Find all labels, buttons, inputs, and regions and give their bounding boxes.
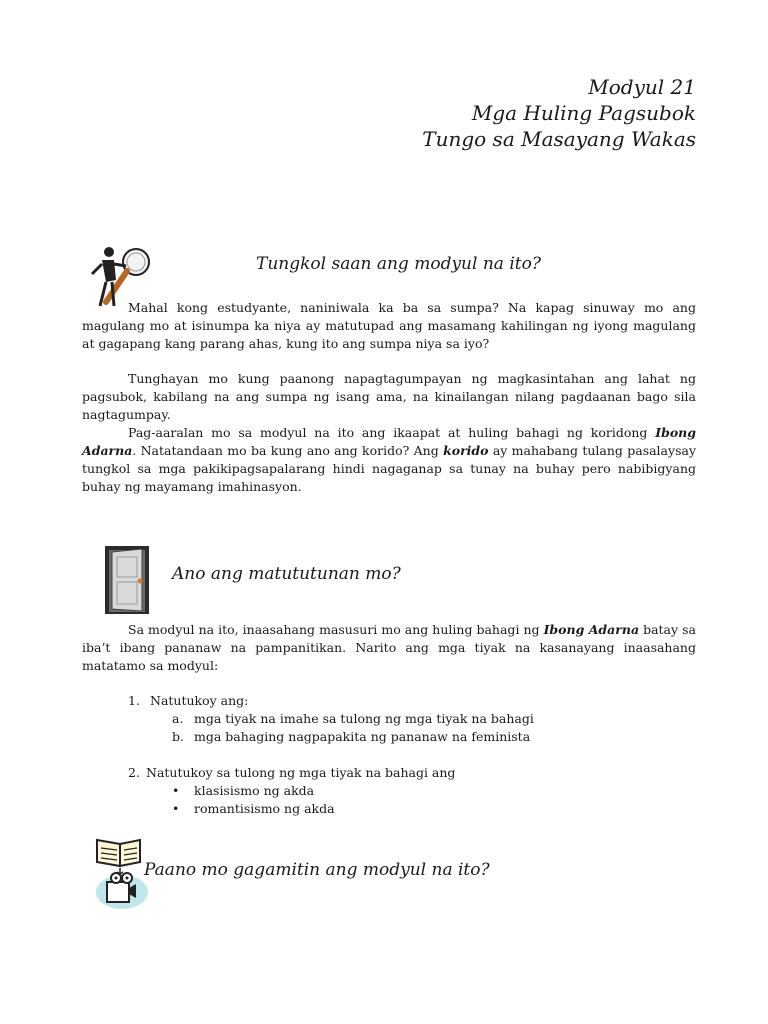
item-number: 1. — [128, 693, 140, 708]
learn-p1-text-c: batay sa iba’t ibang pananaw na pampanitikan. Narito ang mga tiyak na kasanayang inaasahang matatamo sa modyul: — [82, 622, 696, 673]
korido-term: korido — [443, 443, 489, 458]
learn-p1-text-a: Sa modyul na ito, inaasahang masusuri mo ang huling bahagi ng — [128, 622, 544, 637]
about-p3-text-a: Pag-aaralan mo sa modyul na ito ang ikaapat at huling bahagi ng koridong — [128, 425, 656, 440]
ibong-adarna-title-2: Ibong Adarna — [543, 622, 640, 637]
list-item — [128, 764, 548, 782]
objective-sublist-1 — [172, 710, 552, 746]
sub-text: mga bahaging nagpapakita ng pananaw na feminista — [194, 729, 531, 744]
objective-bullets-2 — [172, 782, 552, 818]
sub-letter: b. — [172, 729, 184, 744]
about-p1-text: Mahal kong estudyante, naniniwala ka ba sa sumpa? Na kapag sinuway mo ang magulang mo at isinumpa ka niya ay matutupad ang masamang kahilingan ng iyong magulang at gagapang kang parang ahas, kung ito ang sumpa niya sa iyo? — [82, 300, 696, 351]
module-title — [422, 74, 696, 152]
list-item — [172, 782, 552, 800]
item-text: Natutukoy sa tulong ng mga tiyak na bahagi ang — [146, 765, 456, 780]
about-p2-text: Tunghayan mo kung paanong napagtagumpayan ng magkasintahan ang lahat ng pagsubok, kabilang na ang sumpa ng isang ama, na kinailangan nilang pagdaanan bago sila nagtagumpay. — [82, 371, 696, 422]
about-paragraph-1 — [82, 299, 696, 353]
bullet-text: klasisismo ng akda — [194, 783, 315, 798]
list-item — [172, 710, 552, 728]
section-heading-about: Tungkol saan ang modyul na ito? — [256, 254, 541, 274]
list-item — [128, 692, 548, 710]
bullet-text: romantisismo ng akda — [194, 801, 335, 816]
section-heading-learn: Ano ang matututunan mo? — [172, 564, 401, 584]
about-paragraph-3 — [82, 424, 696, 496]
list-item — [172, 800, 552, 818]
title-line-1: Modyul 21 — [588, 75, 696, 99]
about-p3-text-e: ay mahabang tulang pasalaysay tungkol sa mga pakikipagsapalarang hindi nagaganap sa tunay na buhay pero nabibigyang buhay ng mayamang imahinasyon. — [82, 443, 697, 494]
objective-list-1 — [128, 692, 548, 710]
bullet-icon: • — [172, 783, 180, 798]
item-number: 2. — [128, 765, 140, 780]
list-item — [172, 728, 552, 746]
bullet-icon: • — [172, 801, 180, 816]
objective-list-2 — [128, 764, 548, 782]
door-icon — [104, 545, 150, 615]
section-heading-use: Paano mo gagamitin ang modyul na ito? — [144, 860, 490, 880]
item-text: Natutukoy ang: — [150, 693, 249, 708]
about-paragraph-2 — [82, 370, 696, 424]
sub-letter: a. — [172, 711, 184, 726]
learn-paragraph-1 — [82, 621, 696, 675]
title-line-3: Tungo sa Masayang Wakas — [422, 127, 696, 151]
title-line-2: Mga Huling Pagsubok — [471, 101, 696, 125]
sub-text: mga tiyak na imahe sa tulong ng mga tiyak na bahagi — [194, 711, 534, 726]
ibong-adarna-title: Ibong Adarna — [82, 425, 696, 458]
about-p3-text-c: . Natatandaan mo ba kung ano ang korido? Ang — [132, 443, 444, 458]
